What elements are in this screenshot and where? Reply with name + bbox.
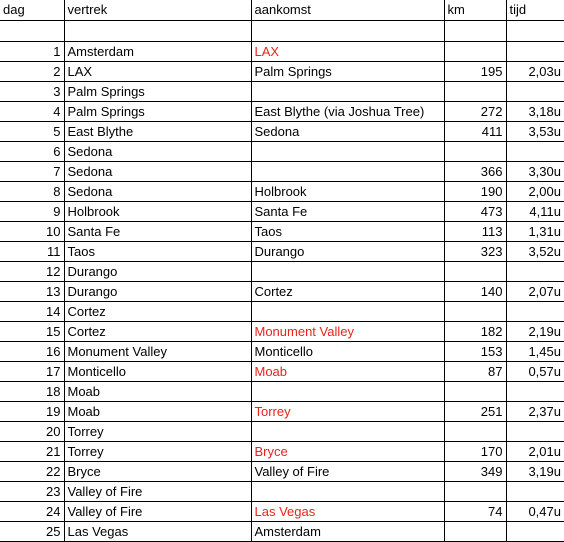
cell-aankomst[interactable]: LAX [251, 42, 444, 62]
cell-dag[interactable]: 20 [0, 422, 64, 442]
cell-dag[interactable]: 23 [0, 482, 64, 502]
table-row [0, 242, 564, 262]
cell-vertrek[interactable]: Amsterdam [64, 42, 251, 62]
table-row [0, 142, 564, 162]
table-row [0, 362, 564, 382]
header-tijd[interactable]: tijd [506, 0, 564, 21]
cell-dag[interactable]: 18 [0, 382, 64, 402]
table-row [0, 382, 564, 402]
cell-vertrek[interactable]: Palm Springs [64, 82, 251, 102]
cell-tijd[interactable] [506, 522, 564, 542]
cell-aankomst[interactable] [251, 142, 444, 162]
cell-dag[interactable]: 8 [0, 182, 64, 202]
cell-blank[interactable] [506, 21, 564, 42]
cell-tijd[interactable] [506, 422, 564, 442]
cell-km[interactable]: 366 [444, 162, 506, 182]
header-vertrek[interactable]: vertrek [64, 0, 251, 21]
cell-km[interactable] [444, 142, 506, 162]
table-row [0, 402, 564, 422]
cell-km[interactable]: 323 [444, 242, 506, 262]
cell-vertrek[interactable]: Cortez [64, 302, 251, 322]
cell-vertrek[interactable]: Sedona [64, 142, 251, 162]
cell-tijd[interactable]: 2,07u [506, 282, 564, 302]
cell-blank[interactable] [444, 21, 506, 42]
cell-dag[interactable]: 7 [0, 162, 64, 182]
cell-km[interactable]: 473 [444, 202, 506, 222]
cell-tijd[interactable] [506, 302, 564, 322]
table-row [0, 102, 564, 122]
cell-aankomst[interactable] [251, 162, 444, 182]
cell-aankomst[interactable] [251, 302, 444, 322]
cell-vertrek[interactable]: Durango [64, 282, 251, 302]
cell-km[interactable]: 272 [444, 102, 506, 122]
cell-km[interactable] [444, 302, 506, 322]
cell-dag[interactable]: 13 [0, 282, 64, 302]
cell-dag[interactable]: 12 [0, 262, 64, 282]
header-km[interactable]: km [444, 0, 506, 21]
cell-dag[interactable]: 6 [0, 142, 64, 162]
cell-vertrek[interactable]: LAX [64, 62, 251, 82]
cell-dag[interactable]: 21 [0, 442, 64, 462]
cell-aankomst[interactable]: Torrey [251, 402, 444, 422]
cell-dag[interactable]: 24 [0, 502, 64, 522]
cell-km[interactable]: 87 [444, 362, 506, 382]
cell-km[interactable] [444, 42, 506, 62]
cell-tijd[interactable] [506, 142, 564, 162]
table-row [0, 522, 564, 542]
cell-vertrek[interactable]: Bryce [64, 462, 251, 482]
cell-km[interactable]: 170 [444, 442, 506, 462]
cell-aankomst[interactable]: Monticello [251, 342, 444, 362]
cell-tijd[interactable]: 0,57u [506, 362, 564, 382]
cell-tijd[interactable]: 2,03u [506, 62, 564, 82]
table-row [0, 482, 564, 502]
cell-vertrek[interactable]: Moab [64, 402, 251, 422]
cell-dag[interactable]: 4 [0, 102, 64, 122]
cell-tijd[interactable]: 3,30u [506, 162, 564, 182]
cell-vertrek[interactable]: East Blythe [64, 122, 251, 142]
cell-km[interactable] [444, 382, 506, 402]
cell-vertrek[interactable]: Valley of Fire [64, 482, 251, 502]
cell-vertrek[interactable]: Valley of Fire [64, 502, 251, 522]
cell-vertrek[interactable]: Sedona [64, 182, 251, 202]
cell-km[interactable] [444, 82, 506, 102]
cell-aankomst[interactable]: Valley of Fire [251, 462, 444, 482]
cell-km[interactable]: 113 [444, 222, 506, 242]
cell-vertrek[interactable]: Torrey [64, 442, 251, 462]
cell-aankomst[interactable] [251, 422, 444, 442]
cell-vertrek[interactable]: Durango [64, 262, 251, 282]
cell-dag[interactable]: 3 [0, 82, 64, 102]
table-row [0, 302, 564, 322]
cell-aankomst[interactable]: Durango [251, 242, 444, 262]
cell-tijd[interactable]: 4,11u [506, 202, 564, 222]
cell-aankomst[interactable]: Moab [251, 362, 444, 382]
table-row [0, 202, 564, 222]
cell-km[interactable] [444, 262, 506, 282]
cell-dag[interactable]: 2 [0, 62, 64, 82]
table-row [0, 42, 564, 62]
cell-vertrek[interactable]: Santa Fe [64, 222, 251, 242]
cell-tijd[interactable] [506, 82, 564, 102]
cell-dag[interactable]: 14 [0, 302, 64, 322]
cell-dag[interactable]: 11 [0, 242, 64, 262]
cell-vertrek[interactable]: Moab [64, 382, 251, 402]
cell-km[interactable]: 74 [444, 502, 506, 522]
cell-tijd[interactable]: 3,18u [506, 102, 564, 122]
cell-vertrek[interactable]: Cortez [64, 322, 251, 342]
cell-vertrek[interactable]: Monument Valley [64, 342, 251, 362]
cell-tijd[interactable]: 2,19u [506, 322, 564, 342]
cell-aankomst[interactable]: Las Vegas [251, 502, 444, 522]
cell-tijd[interactable]: 2,01u [506, 442, 564, 462]
table-row [0, 82, 564, 102]
cell-vertrek[interactable]: Las Vegas [64, 522, 251, 542]
cell-tijd[interactable] [506, 42, 564, 62]
cell-aankomst[interactable] [251, 82, 444, 102]
table-row [0, 322, 564, 342]
cell-aankomst[interactable]: Taos [251, 222, 444, 242]
cell-km[interactable]: 153 [444, 342, 506, 362]
cell-aankomst[interactable]: Amsterdam [251, 522, 444, 542]
cell-km[interactable]: 190 [444, 182, 506, 202]
cell-km[interactable]: 140 [444, 282, 506, 302]
blank-row [0, 21, 564, 42]
cell-tijd[interactable]: 2,00u [506, 182, 564, 202]
cell-tijd[interactable]: 2,37u [506, 402, 564, 422]
cell-aankomst[interactable]: Sedona [251, 122, 444, 142]
cell-vertrek[interactable]: Monticello [64, 362, 251, 382]
table-row [0, 262, 564, 282]
cell-aankomst[interactable]: Monument Valley [251, 322, 444, 342]
table-row [0, 222, 564, 242]
cell-km[interactable]: 182 [444, 322, 506, 342]
cell-aankomst[interactable]: Bryce [251, 442, 444, 462]
cell-blank[interactable] [64, 21, 251, 42]
cell-blank[interactable] [0, 21, 64, 42]
cell-aankomst[interactable]: East Blythe (via Joshua Tree) [251, 102, 444, 122]
cell-tijd[interactable] [506, 382, 564, 402]
table-row [0, 282, 564, 302]
cell-dag[interactable]: 19 [0, 402, 64, 422]
cell-vertrek[interactable]: Holbrook [64, 202, 251, 222]
header-row [0, 0, 564, 21]
cell-dag[interactable]: 25 [0, 522, 64, 542]
cell-vertrek[interactable]: Palm Springs [64, 102, 251, 122]
table-row [0, 122, 564, 142]
cell-km[interactable] [444, 422, 506, 442]
cell-vertrek[interactable]: Sedona [64, 162, 251, 182]
cell-tijd[interactable]: 3,53u [506, 122, 564, 142]
cell-aankomst[interactable]: Palm Springs [251, 62, 444, 82]
header-aankomst[interactable]: aankomst [251, 0, 444, 21]
cell-dag[interactable]: 5 [0, 122, 64, 142]
cell-tijd[interactable]: 3,19u [506, 462, 564, 482]
table-row [0, 462, 564, 482]
cell-dag[interactable]: 17 [0, 362, 64, 382]
cell-dag[interactable]: 16 [0, 342, 64, 362]
cell-km[interactable] [444, 522, 506, 542]
table-row [0, 162, 564, 182]
cell-aankomst[interactable] [251, 382, 444, 402]
cell-vertrek[interactable]: Torrey [64, 422, 251, 442]
cell-dag[interactable]: 22 [0, 462, 64, 482]
cell-aankomst[interactable]: Holbrook [251, 182, 444, 202]
table-row [0, 422, 564, 442]
cell-vertrek[interactable]: Taos [64, 242, 251, 262]
cell-blank[interactable] [251, 21, 444, 42]
table-row [0, 62, 564, 82]
cell-tijd[interactable]: 1,31u [506, 222, 564, 242]
cell-tijd[interactable] [506, 262, 564, 282]
cell-tijd[interactable]: 1,45u [506, 342, 564, 362]
cell-aankomst[interactable]: Cortez [251, 282, 444, 302]
cell-dag[interactable]: 10 [0, 222, 64, 242]
cell-tijd[interactable] [506, 482, 564, 502]
table-row [0, 442, 564, 462]
cell-tijd[interactable]: 3,52u [506, 242, 564, 262]
cell-km[interactable] [444, 482, 506, 502]
cell-aankomst[interactable]: Santa Fe [251, 202, 444, 222]
cell-aankomst[interactable] [251, 262, 444, 282]
cell-dag[interactable]: 9 [0, 202, 64, 222]
cell-aankomst[interactable] [251, 482, 444, 502]
cell-km[interactable]: 349 [444, 462, 506, 482]
table-row [0, 182, 564, 202]
cell-tijd[interactable]: 0,47u [506, 502, 564, 522]
cell-dag[interactable]: 15 [0, 322, 64, 342]
table-row [0, 502, 564, 522]
cell-dag[interactable]: 1 [0, 42, 64, 62]
table-row [0, 342, 564, 362]
cell-km[interactable]: 251 [444, 402, 506, 422]
header-dag[interactable]: dag [0, 0, 64, 21]
cell-km[interactable]: 411 [444, 122, 506, 142]
cell-km[interactable]: 195 [444, 62, 506, 82]
